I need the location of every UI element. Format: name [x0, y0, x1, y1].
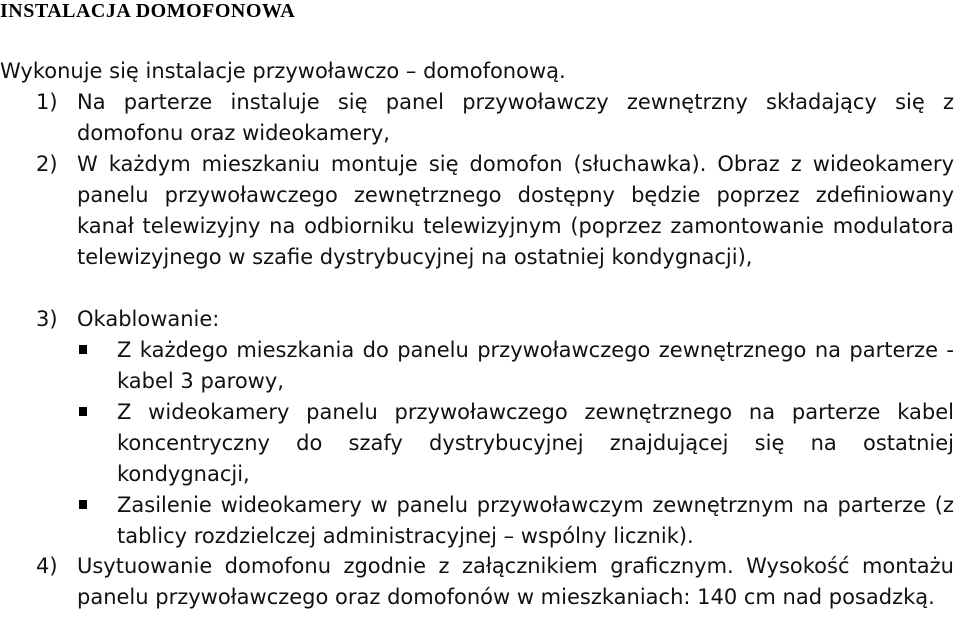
list-item-1 [36, 87, 954, 149]
list-item-text: Na parterze instaluje się panel przywoławczy zewnętrzny składający się z domofonu oraz wideokamery, [77, 90, 954, 145]
list-item-text: W każdym mieszkaniu montuje się domofon (słuchawka). Obraz z wideokamery panelu przywoławczego zewnętrznego dostępny będzie poprzez zdefiniowany kanał telewizyjny na odbiorniku telewizyjnym (poprzez zamontowanie modulatora telewizyjnego w szafie dystrybucyjnej na ostatniej kondygnacji), [77, 152, 954, 269]
list-item-text: Okablowanie: [77, 307, 220, 331]
list-item-text: Usytuowanie domofonu zgodnie z załącznikiem graficznym. Wysokość montażu panelu przywoławczego oraz domofonów w mieszkaniach: 140 cm nad posadzką. [77, 554, 954, 609]
document-title: INSTALACJA DOMOFONOWA [0, 0, 296, 22]
bullet-item [76, 490, 954, 552]
bullet-item [76, 397, 954, 490]
bullet-text: Zasilenie wideokamery w panelu przywoławczym zewnętrznym na parterze (z tablicy rozdzielczej administracyjnej – wspólny licznik). [117, 493, 954, 548]
list-item-number: 1) [36, 90, 58, 114]
list-item-number: 2) [36, 152, 58, 176]
list-item-4 [36, 551, 954, 613]
square-bullet-icon [79, 345, 87, 354]
square-bullet-icon [79, 407, 87, 416]
intro-paragraph: Wykonuje się instalacje przywoławczo – domofonową. [0, 59, 566, 83]
bullet-text: Z wideokamery panelu przywoławczego zewnętrznego na parterze kabel koncentryczny do szafy dystrybucyjnej znajdującej się na ostatniej kondygnacji, [117, 400, 954, 486]
cabling-bullet-list [76, 335, 954, 552]
square-bullet-icon [79, 500, 87, 509]
list-item-number: 3) [36, 307, 58, 331]
bullet-text: Z każdego mieszkania do panelu przywoławczego zewnętrznego na parterze - kabel 3 parowy, [117, 338, 954, 393]
list-item-number: 4) [36, 554, 58, 578]
list-item-2 [36, 149, 954, 273]
list-item-3 [36, 304, 954, 335]
bullet-item [76, 335, 954, 397]
